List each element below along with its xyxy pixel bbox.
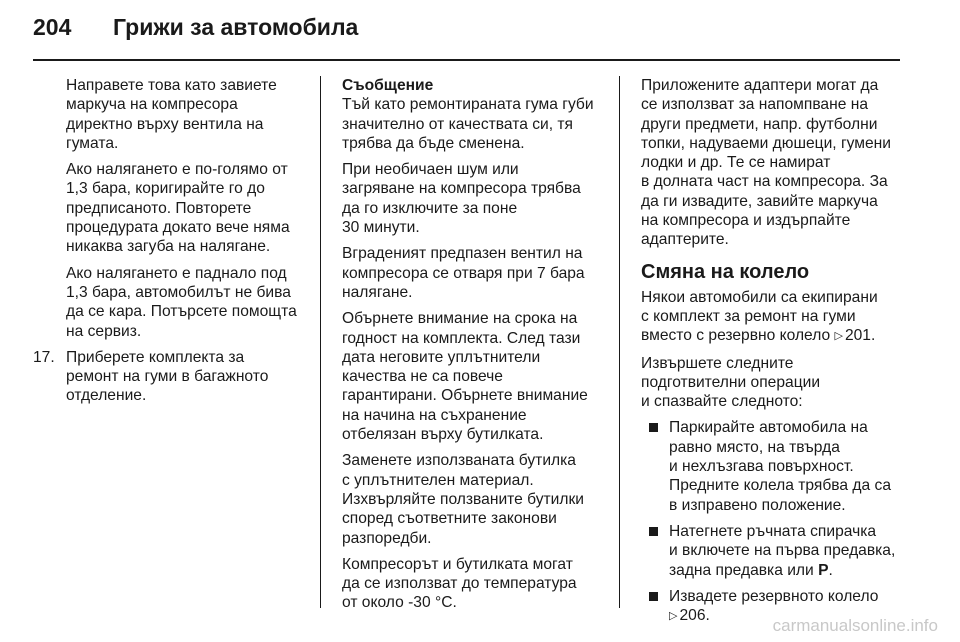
bullet-item-2: Натегнете ръчната спирачка и включете на първа предавка, задна предавка или P. [641,522,895,580]
column-1 [33,76,297,413]
page-reference-arrow-icon: ▷ [669,610,678,623]
gear-p-label: P [818,561,829,579]
col1-paragraph-2: Ако налягането е по-голямо от 1,3 бара, коригирайте го до предписаното. Повторете процедурата докато вече няма никаква загуба на налягане. [66,161,290,256]
step-17 [33,348,297,406]
col2-paragraph-5: Заменете използваната бутилка с уплътнителен материал. Изхвърляйте ползваните бутилки според съответните законови разпоредби. [342,452,584,547]
bullet-item-1: Паркирайте автомобила на равно място, на твърда и нехлъзгава повърхност. Предните колела трябва да са в изправено положение. [641,418,895,514]
page-reference-arrow-icon: ▷ [834,330,843,343]
col2-paragraph-6: Компресорът и бутилката могат да се използват до температура от около -30 °C. [342,555,577,612]
message-title: Съобщение [342,77,434,94]
page-title: Грижи за автомобила [113,14,359,40]
section-heading: Смяна на колело [641,260,810,283]
square-bullet-icon [649,527,658,536]
page-reference-link[interactable]: 201. [844,327,876,345]
column-divider-2 [619,76,620,608]
column-divider-1 [320,76,321,608]
col3-paragraph-1: Приложените адаптери могат да се използват за напомпване на други предмети, напр. футболни топки, надуваеми дюшеци, гумени лодки и др. Те се намират в долната част на компресора. За да ги извадите, завийте маркуча на компресора и издърпайте адаптерите. [641,77,891,249]
col3-paragraph-2: Някои автомобили са екипирани с комплект за ремонт на гуми вместо с резервно колело ▷ 201. [641,288,895,347]
step-number: 17. [33,348,55,366]
step-text: Приберете комплекта за ремонт на гуми в багажното отделение. [66,348,269,405]
col1-paragraph-1: Направете това като завиете маркуча на компресора директно върху вентила на гумата. [66,77,277,152]
bullet-item-3: Извадете резервното колело ▷ 206. [641,587,895,627]
square-bullet-icon [649,592,658,601]
watermark: carmanualsonline.info [772,616,938,635]
col1-paragraph-3: Ако налягането е паднало под 1,3 бара, автомобилът не бива да се кара. Потърсете помощта на сервиз. [66,264,297,340]
header-rule [33,59,900,61]
page-reference-link[interactable]: 206. [679,607,710,625]
col2-paragraph-3: Вграденият предпазен вентил на компресора се отваря при 7 бара налягане. [342,245,585,301]
column-2 [342,76,594,620]
col3-paragraph-3: Извършете следните подготвителни операции и спазвайте следното: [641,354,821,411]
col2-paragraph-4: Обърнете внимание на срока на годност на комплекта. След тази дата неговите уплътнители качества не са повече гарантирани. Обърнете внимание на начина на съхранение отбелязан върху бутилката. [342,310,588,444]
square-bullet-icon [649,423,658,432]
column-3 [641,76,895,633]
page-number: 204 [33,14,72,40]
col2-paragraph-2: При необичаен шум или загряване на компресора трябва да го изключите за поне 30 минути. [342,161,581,237]
message-box: Съобщение Тъй като ремонтираната гума губи значително от качествата си, тя трябва да бъде сменена. [342,77,594,152]
